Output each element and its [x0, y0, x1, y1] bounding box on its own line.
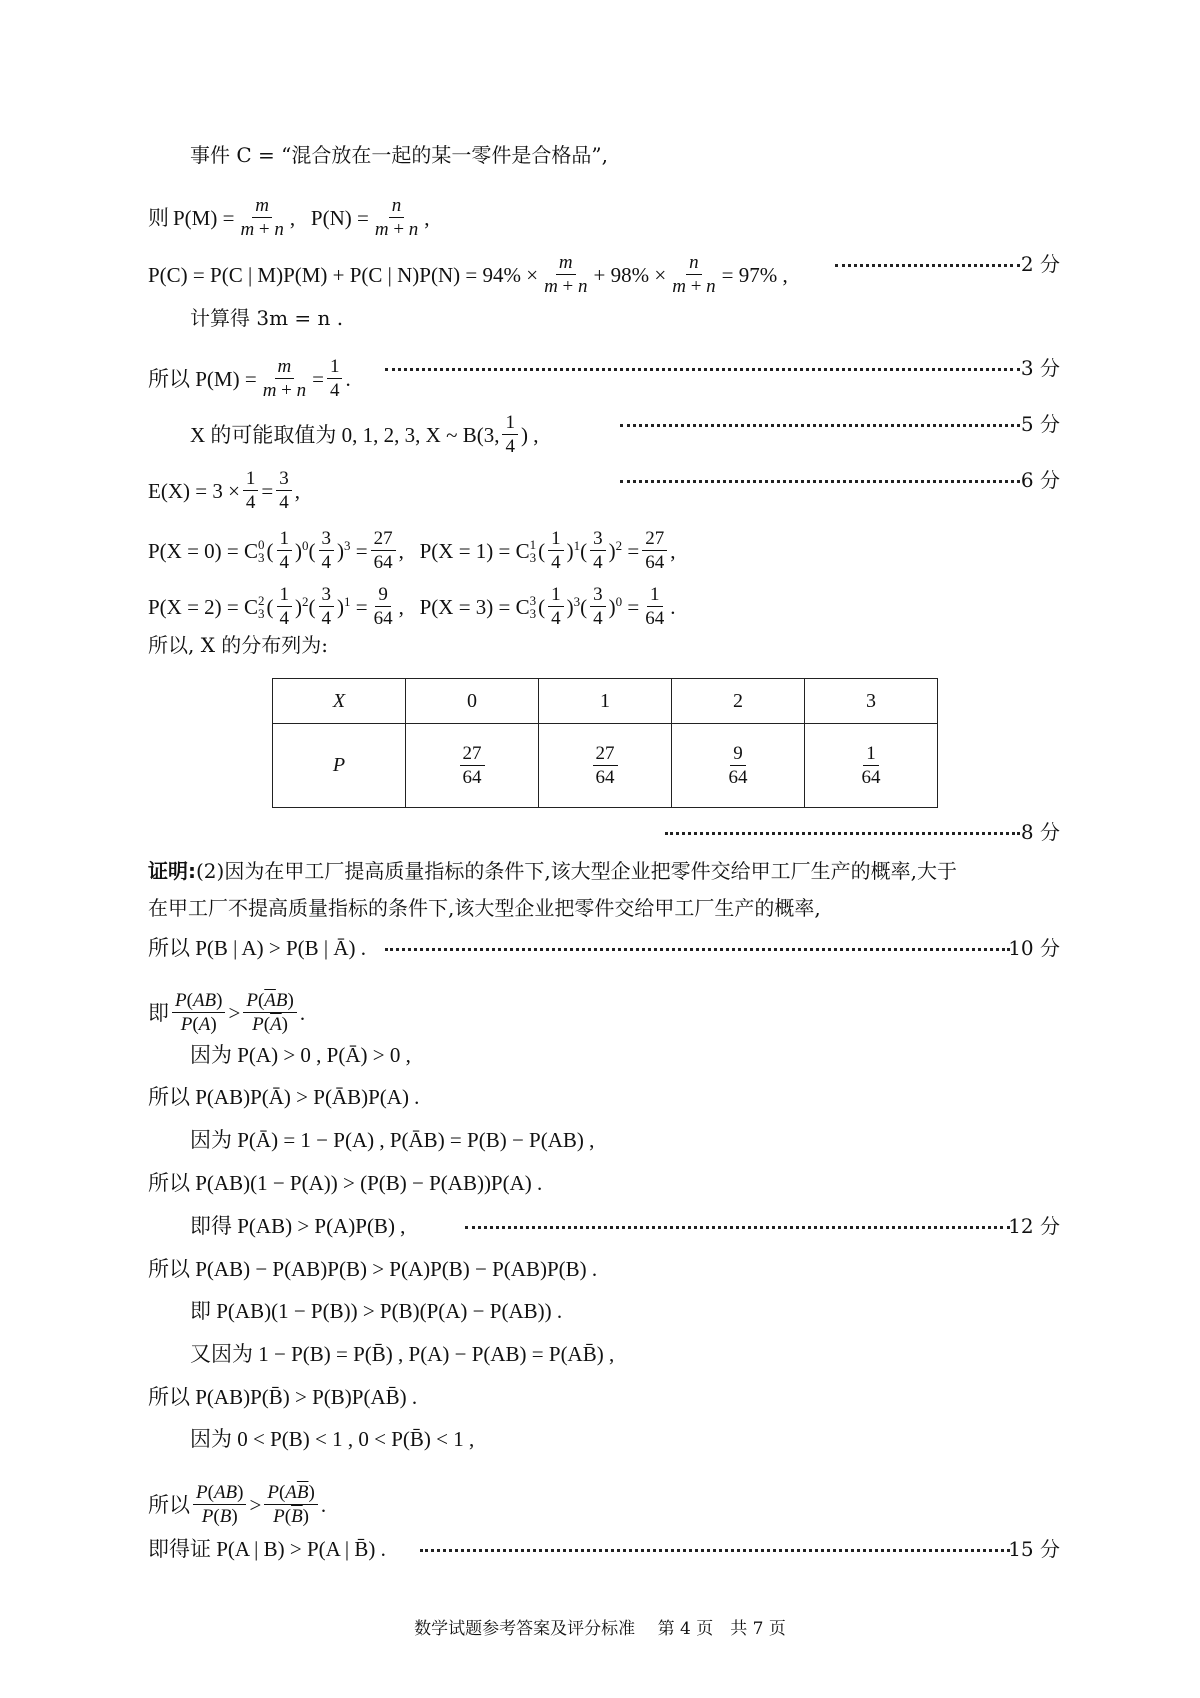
score-dots — [665, 832, 1020, 835]
table-header-cell: 1 — [539, 679, 672, 724]
fraction: $\frac{3}{4}$ — [590, 528, 606, 573]
score-dots — [835, 264, 1020, 267]
table-header-cell: 2 — [672, 679, 805, 724]
fraction: $\frac{27}{64}$ — [371, 528, 396, 573]
p13-text: 所以 P(AB)P(B̄) > P(B)P(AB̄) . — [148, 1385, 418, 1409]
p5-text: 因为 P(A) > 0 , P(Ā) > 0 , — [190, 1043, 411, 1067]
calc-3m-n: 计算得 3m = n . — [190, 306, 344, 330]
pm-label: P(M) = — [173, 205, 235, 230]
score-dots — [620, 424, 1020, 427]
score-10: 10 分 — [1008, 936, 1060, 960]
fraction-m-over-mn-3: $\frac{m}{m + n}$ — [262, 356, 307, 401]
fraction-n-over-mn: $\frac{n}{m + n}$ — [374, 195, 419, 240]
fraction: $\frac{27}{64}$ — [642, 528, 667, 573]
fraction: $\frac{1}{64}$ — [645, 584, 665, 629]
table-cell: $\frac{27}{64}$ — [539, 724, 672, 808]
px3-label: P(X = 3) = C — [419, 594, 530, 619]
p16-text: 即得证 P(A | B) > P(A | B̄) . — [148, 1537, 386, 1561]
px0-label: P(X = 0) = C — [148, 538, 259, 563]
p3-text: 所以 P(B | A) > P(B | Ā) . — [148, 936, 367, 960]
fraction: $\frac{1}{4}$ — [548, 528, 564, 573]
score-dots — [465, 1226, 1010, 1229]
table-row — [273, 679, 938, 724]
p9-text: 即得 P(AB) > P(A)P(B) , — [190, 1214, 406, 1238]
p7-text: 因为 P(Ā) = 1 − P(A) , P(ĀB) = P(B) − P(AB) , — [190, 1128, 595, 1152]
table-cell: $\frac{9}{64}$ — [672, 724, 805, 808]
score-15: 15 分 — [1008, 1537, 1060, 1561]
pm-conclusion: 所以 P(M) = — [148, 366, 257, 391]
fraction-m-over-mn-2: $\frac{m}{m + n}$ — [544, 252, 588, 297]
fraction-pab-pb: $\frac{P(AB)}{P(B)}$ — [193, 1482, 246, 1527]
fraction-pabbar-pbbar: $\frac{P(A\overline{B})}{P(\overline{B})}$ — [264, 1482, 317, 1527]
px2-label: P(X = 2) = C — [148, 594, 259, 619]
score-5: 5 分 — [1020, 412, 1060, 436]
table-header-cell: 3 — [805, 679, 938, 724]
fraction: $\frac{3}{4}$ — [319, 584, 335, 629]
p11-text: 即 P(AB)(1 − P(B)) > P(B)(P(A) − P(AB)) . — [190, 1299, 563, 1323]
fraction-pabar-b: $\frac{P(\overline{A}B)}{P(\overline{A})}$ — [243, 990, 296, 1035]
fraction: $\frac{3}{4}$ — [319, 528, 335, 573]
fraction: $\frac{1}{4}$ — [548, 584, 564, 629]
score-3: 3 分 — [1020, 356, 1060, 380]
score-12: 12 分 — [1008, 1214, 1060, 1238]
fraction: $\frac{1}{4}$ — [277, 528, 293, 573]
p12-text: 又因为 1 − P(B) = P(B̄) , P(A) − P(AB) = P(AB̄) , — [190, 1342, 615, 1366]
p10-text: 所以 P(AB) − P(AB)P(B) > P(A)P(B) − P(AB)P(B) . — [148, 1257, 598, 1281]
fraction-1-4-b: $\frac{1}{4}$ — [502, 412, 518, 457]
p4-prefix: 即 — [148, 1000, 169, 1025]
score-2: 2 分 — [1020, 252, 1060, 276]
fraction-1-4-c: $\frac{1}{4}$ — [243, 468, 259, 513]
distribution-table — [272, 678, 938, 808]
fraction-pab-pa: $\frac{P(AB)}{P(A)}$ — [172, 990, 225, 1035]
table-header-cell: 0 — [406, 679, 539, 724]
proof-text-1: (2)因为在甲工厂提高质量指标的条件下,该大型企业把零件交给甲工厂生产的概率,大于 — [196, 859, 958, 883]
fraction-m-over-mn: $\frac{m}{m + n}$ — [240, 195, 284, 240]
p15-prefix: 所以 — [148, 1492, 190, 1517]
table-cell: $\frac{1}{64}$ — [805, 724, 938, 808]
p14-text: 因为 0 < P(B) < 1 , 0 < P(B̄) < 1 , — [190, 1427, 475, 1451]
distribution-intro: 所以, X 的分布列为: — [148, 633, 329, 657]
table-row — [273, 724, 938, 808]
fraction-3-4: $\frac{3}{4}$ — [276, 468, 292, 513]
pn-label: P(N) = — [310, 205, 369, 230]
table-row-label-p: P — [273, 724, 406, 808]
px1-label: P(X = 1) = C — [419, 538, 530, 563]
proof-label: 证明: — [148, 859, 196, 883]
then-label: 则 — [148, 205, 169, 230]
proof-text-2: 在甲工厂不提高质量指标的条件下,该大型企业把零件交给甲工厂生产的概率, — [148, 896, 821, 920]
score-6: 6 分 — [1020, 468, 1060, 492]
pc-formula: P(C) = P(C | M)P(M) + P(C | N)P(N) = 94% × — [148, 262, 539, 287]
pc-end: = 97% , — [721, 262, 788, 287]
fraction-1-4: $\frac{1}{4}$ — [327, 356, 343, 401]
table-cell: $\frac{27}{64}$ — [406, 724, 539, 808]
fraction: $\frac{1}{4}$ — [277, 584, 293, 629]
score-dots — [620, 480, 1020, 483]
score-dots — [385, 368, 1020, 371]
p8-text: 所以 P(AB)(1 − P(A)) > (P(B) − P(AB))P(A) . — [148, 1171, 543, 1195]
table-header-x: X — [273, 679, 406, 724]
ex-text: E(X) = 3 × — [148, 478, 240, 503]
fraction: $\frac{9}{64}$ — [373, 584, 393, 629]
score-dots — [420, 1549, 1010, 1552]
event-c-text: 事件 C = “混合放在一起的某一零件是合格品”, — [190, 143, 608, 167]
fraction-n-over-mn-2: $\frac{n}{m + n}$ — [672, 252, 716, 297]
page-footer: 数学试题参考答案及评分标准 第 4 页 共 7 页 — [414, 1619, 786, 1639]
p6-text: 所以 P(AB)P(Ā) > P(ĀB)P(A) . — [148, 1085, 420, 1109]
pc-mid: + 98% × — [593, 262, 667, 287]
score-8: 8 分 — [1020, 820, 1060, 844]
fraction: $\frac{3}{4}$ — [590, 584, 606, 629]
score-dots — [385, 948, 1010, 951]
x-values-text: X 的可能取值为 0, 1, 2, 3, X ~ B(3, — [190, 422, 500, 447]
